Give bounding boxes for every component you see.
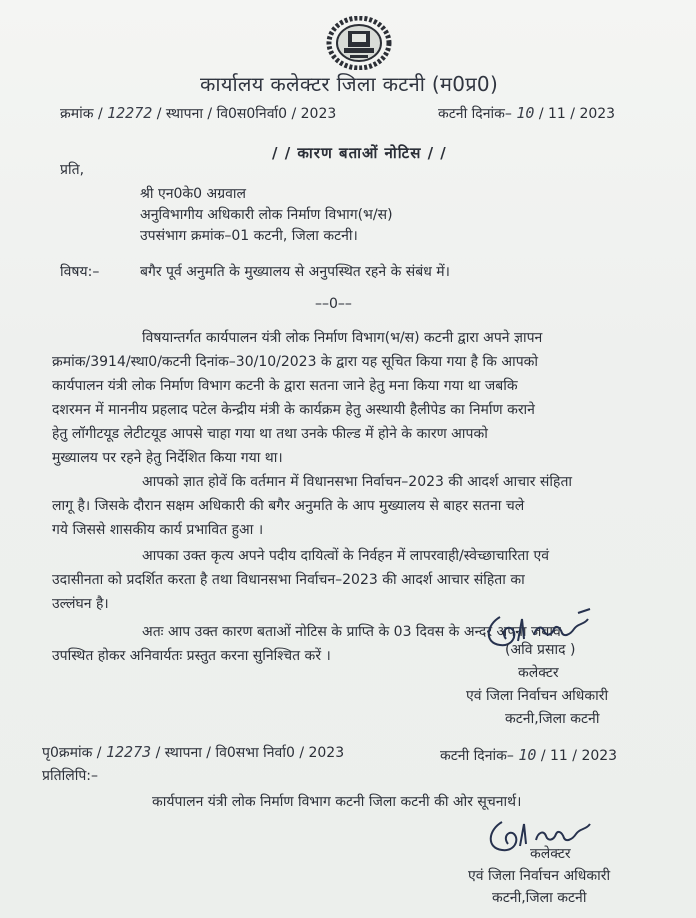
para2-line: आपको ज्ञात होवें कि वर्तमान में विधानसभा निर्वाचन–2023 की आदर्श आचार संहिता [142,474,573,490]
recipient-designation: अनुविभागीय अधिकारी लोक निर्माण विभाग(भ/स) [140,207,393,223]
handwritten-copy-ref-number: 12273 [105,743,152,761]
para3-line: उदासीनता को प्रदर्शित करता है तथा विधानसभा निर्वाचन–2023 की आदर्श आचार संहिता का [52,572,525,588]
para2-line: गये जिससे शासकीय कार्य प्रभावित हुआ । [52,522,264,538]
para3-line: आपका उक्त कृत्य अपने पदीय दायित्वों के निर्वहन में लापरवाही/स्वेच्छाचारिता एवं [142,548,550,564]
copy-signatory-place: कटनी,जिला कटनी [492,890,587,906]
para1-line: मुख्यालय पर रहने हेतु निर्देशित किया गया था। [52,450,283,466]
para1-line: हेतु लॉगीटयूड लेटीटयूड आपसे चाहा गया था तथा उनके फील्ड में होने के कारण आपको [52,426,488,442]
handwritten-date-day: 10 [516,104,535,122]
copy-reference-line: पृ0क्रमांक / 12273 / स्थापना / वि0सभा निर्वा0 / 2023 [42,743,345,761]
signatory-name: (अवि प्रसाद ) [505,642,576,658]
para2-line: लागू है। जिसके दौरान सक्षम अधिकारी की बगैर अनुमति के आप मुख्यालय से बाहर सतना चले [52,498,525,514]
copy-label: प्रतिलिपि:– [42,768,98,784]
para4-line: अतः आप उक्त कारण बताओं नोटिस के प्राप्ति के 03 दिवस के अन्दर अपना जबाव [142,624,561,640]
para1-line: दशरमन में माननीय प्रहलाद पटेल केन्द्रीय मंत्री के कार्यक्रम हेतु अस्थायी हैलीपेड का निर्माण कराने [52,402,535,418]
handwritten-ref-number: 12272 [107,104,153,122]
para1-line: विषयान्तर्गत कार्यपालन यंत्री लोक निर्माण विभाग(भ/स) कटनी द्वारा अपने ज्ञापन [142,330,543,346]
recipient-subdivision: उपसंभाग क्रमांक–01 कटनी, जिला कटनी। [140,228,358,244]
signatory-role: एवं जिला निर्वाचन अधिकारी [466,688,609,704]
issue-date: कटनी दिनांक– 10 / 11 / 2023 [438,104,616,122]
copy-date: कटनी दिनांक– 10 / 11 / 2023 [440,746,618,764]
recipient-name: श्री एन0के0 अग्रवाल [140,186,247,202]
copy-signatory-designation: कलेक्टर [530,846,571,862]
para4-line: उपस्थित होकर अनिवार्यतः प्रस्तुत करना सुनिश्चित करें । [52,648,331,664]
para3-line: उल्लंघन है। [52,596,109,612]
emblem-icon [326,16,392,70]
separator: ––0–– [315,296,352,312]
notice-title: / / कारण बताओं नोटिस / / [272,144,447,162]
handwritten-copy-date-day: 10 [518,746,537,764]
signatory-designation: कलेक्टर [518,665,559,681]
prati-label: प्रति, [60,162,85,178]
copy-signatory-role: एवं जिला निर्वाचन अधिकारी [468,868,611,884]
office-title: कार्यालय कलेक्टर जिला कटनी (म0प्र0) [200,72,499,96]
para1-line: क्रमांक/3914/स्था0/कटनी दिनांक–30/10/2023 के द्वारा यह सूचित किया गया है कि आपको [52,354,539,370]
signatory-place: कटनी,जिला कटनी [505,711,600,727]
subject-text: बगैर पूर्व अनुमति के मुख्यालय से अनुपस्थित रहने के संबंध में। [140,264,450,280]
reference-number-line: क्रमांक / 12272 / स्थापना / वि0स0निर्वा0 / 2023 [60,104,337,122]
para1-line: कार्यपालन यंत्री लोक निर्माण विभाग कटनी के द्वारा सतना जाने हेतु मना किया गया था जबकि [52,378,518,394]
copy-recipient: कार्यपालन यंत्री लोक निर्माण विभाग कटनी जिला कटनी की ओर सूचनार्थ। [152,794,522,810]
subject-label: विषय:– [60,264,100,280]
